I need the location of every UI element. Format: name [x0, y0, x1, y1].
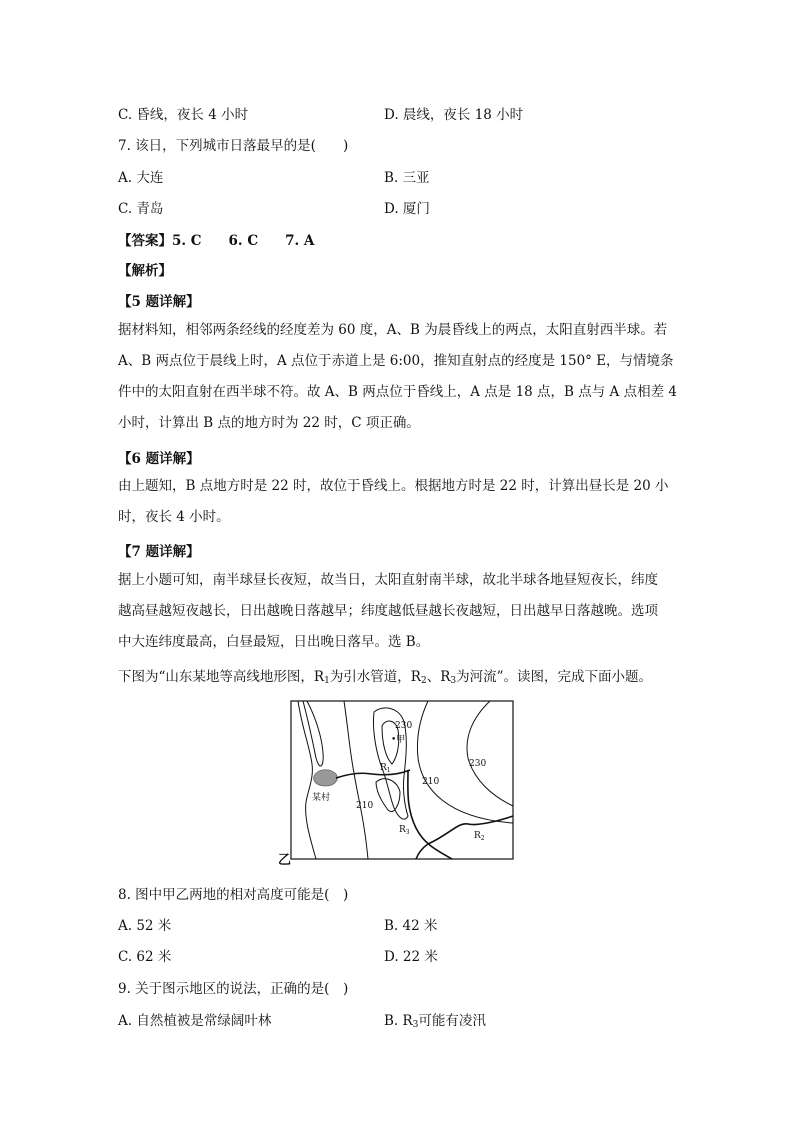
- map-label-yi: 乙: [278, 853, 292, 866]
- q7-detail-line: 据上小题可知，南半球昼长夜短，故当日，太阳直射南半球，故北半球各地昼短夜长，纬度: [118, 572, 658, 588]
- q8-option-c: C. 62 米: [118, 949, 172, 965]
- map-label-jia: •甲: [391, 735, 406, 745]
- q8-stem: 8. 图中甲乙两地的相对高度可能是( ): [118, 887, 349, 903]
- q7-option-b: B. 三亚: [384, 170, 430, 186]
- q9-stem: 9. 关于图示地区的说法，正确的是( ): [118, 981, 349, 997]
- q6-detail-line: 由上题知，B 点地方时是 22 时，故位于昏线上。根据地方时是 22 时，计算出昼长是 20 小: [118, 478, 669, 494]
- q6-option-c: C. 昏线，夜长 4 小时: [118, 107, 249, 123]
- map-label-r1: $R_1$: [380, 763, 391, 774]
- analysis-label: 【解析】: [118, 263, 172, 279]
- q6-detail-text: [118, 471, 678, 533]
- map-label-210-mid: 210: [422, 777, 440, 787]
- q7-detail-line: 中大连纬度最高，白昼最短，日出晚日落早。选 B。: [118, 634, 430, 650]
- q6-detail-label: 【6 题详解】: [118, 451, 200, 467]
- map-label-230-right: 230: [469, 759, 487, 769]
- map-label-210-low: 210: [356, 801, 374, 811]
- q5-detail-line: 件中的太阳直射在西半球不符。故 A、B 两点位于昏线上，A 点是 18 点，B 点与 A 点相差 4: [118, 384, 677, 400]
- q5-detail-line: 据材料知，相邻两条经线的经度差为 60 度，A、B 为晨昏线上的两点，太阳直射西半球。若: [118, 322, 668, 338]
- q5-detail-line: A、B 两点位于晨线上时，A 点位于赤道上是 6:00，推知直射点的经度是 150° E，与情境条: [118, 353, 674, 369]
- q7-stem: 7. 该日，下列城市日落最早的是( ): [118, 138, 349, 154]
- q7-detail-text: [118, 565, 678, 658]
- figure-intro: 下图为“山东某地等高线地形图，$R_1$为引水管道，$R_2$、$R_3$为河流”。读图，完成下面小题。: [118, 669, 653, 686]
- q7-detail-line: 越高昼越短夜越长，日出越晚日落越早；纬度越低昼越长夜越短，日出越早日落越晚。选项: [118, 603, 658, 619]
- q6-detail-line: 时，夜长 4 小时。: [118, 509, 230, 525]
- contour-map: [276, 698, 516, 866]
- q7-option-d: D. 厦门: [384, 201, 430, 217]
- q6-option-d: D. 晨线，夜长 18 小时: [384, 107, 524, 123]
- q8-option-d: D. 22 米: [384, 949, 438, 965]
- map-label-r2: $R_2$: [474, 831, 485, 842]
- q9-option-a: A. 自然植被是常绿阔叶林: [118, 1013, 272, 1029]
- q8-option-a: A. 52 米: [118, 918, 172, 934]
- q5-detail-text: [118, 315, 678, 439]
- q5-detail-label: 【5 题详解】: [118, 294, 200, 310]
- answer-line: 【答案】5. C 6. C 7. A: [118, 233, 315, 249]
- q7-detail-label: 【7 题详解】: [118, 544, 200, 560]
- map-label-r3: $R_3$: [399, 825, 410, 836]
- map-label-village: 某村: [312, 793, 331, 803]
- map-label-230-hill: 230: [395, 721, 413, 731]
- q8-option-b: B. 42 米: [384, 918, 438, 934]
- q7-option-a: A. 大连: [118, 170, 164, 186]
- q7-option-c: C. 青岛: [118, 201, 164, 217]
- q5-detail-line: 小时，计算出 B 点的地方时为 22 时，C 项正确。: [118, 415, 420, 431]
- q9-option-b: B. $R_3$可能有凌汛: [384, 1013, 486, 1030]
